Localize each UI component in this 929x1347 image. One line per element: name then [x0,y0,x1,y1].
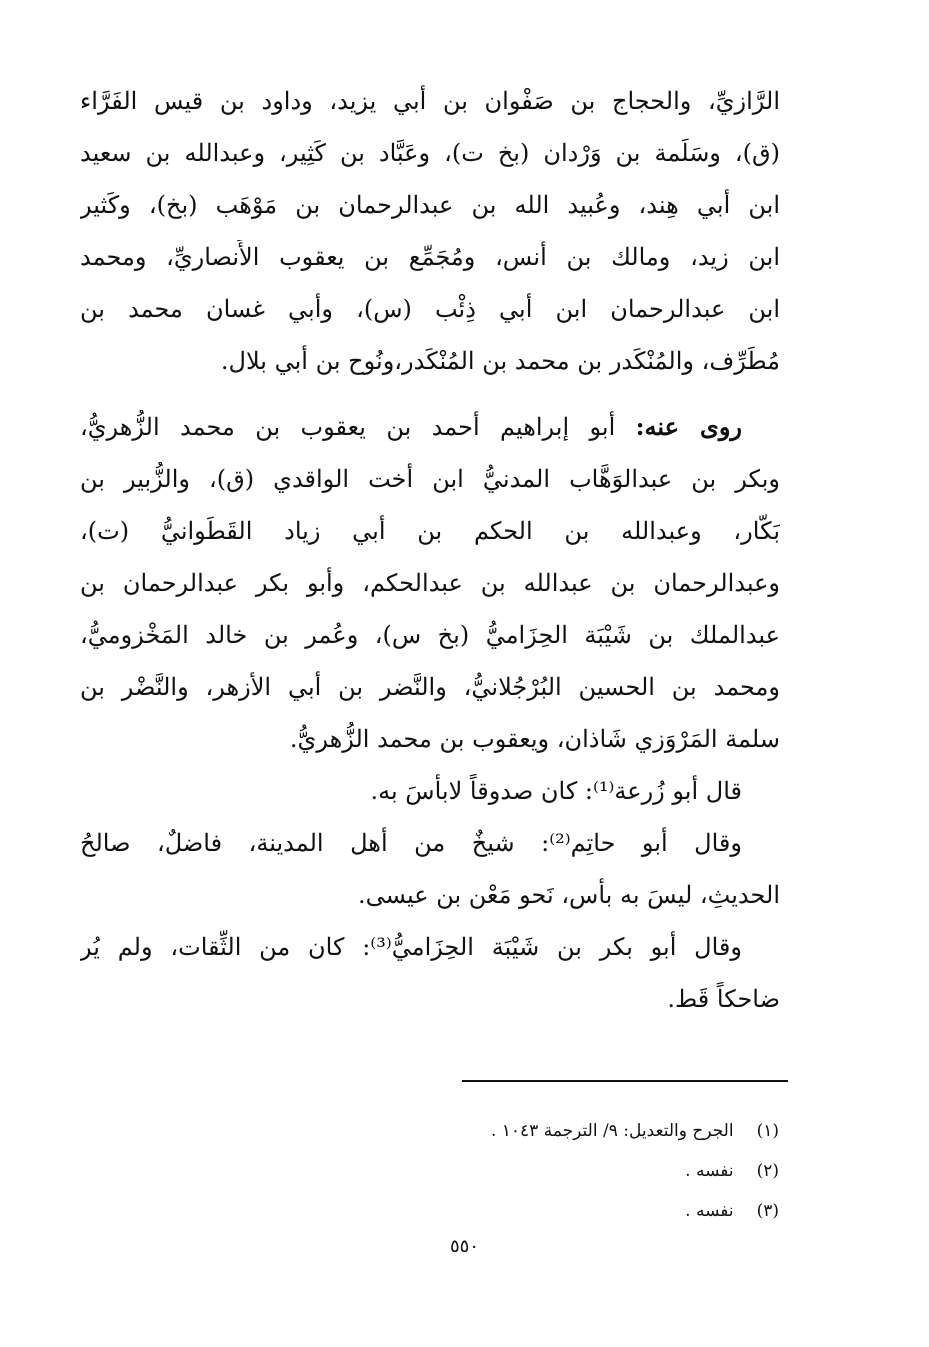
text-line: عبدالملك بن شَيْبَة الحِزَاميُّ (بخ س)، وعُمر بن خالد المَخْزوميُّ، [80,621,780,649]
footnote-number: (٣) [756,1201,779,1221]
text-line: بَكَّار، وعبدالله بن الحكم بن أبي زياد القَطَوانيُّ (ت)، [80,517,780,545]
text-line: مُطَرِّف، والمُنْكَدر بن محمد بن المُنْكَدر،ونُوح بن أبي بلال. [220,347,780,375]
paragraph-students [80,410,780,774]
page-number: ٥٥٠ [449,1236,479,1257]
section-lead: روى عنه: [635,412,742,441]
text-line [80,410,780,462]
text-line: الرَّازيِّ، والحجاج بن صَفْوان بن أبي يزيد، وداود بن قيس الفَرَّاء [80,87,780,115]
text-line: ضاحكاً قَط. [667,985,780,1013]
text-line-rest: أبو إبراهيم أحمد بن يعقوب بن محمد الزُّهريُّ، [80,413,636,441]
footnote-text: نفسه . [685,1201,734,1221]
footnote-text: الجرح والتعديل: ٩/ الترجمة ١٠٤٣ . [490,1121,734,1141]
footnote-number: (١) [756,1121,779,1141]
text-line: ابن عبدالرحمان ابن أبي ذِئْب (س)، وأبي غسان محمد بن [80,295,780,323]
footnote-item [219,1160,779,1200]
footnote-number: (٢) [756,1161,779,1181]
text-line: وبكر بن عبدالوَهَّاب المدنيُّ ابن أخت الواقدي (ق)، والزُّبير بن [80,465,780,493]
paragraph-abu-hatim [80,826,780,930]
paragraph-hizami [80,930,780,1034]
paragraph-abu-zura [80,774,780,826]
footnote-item [219,1120,779,1160]
footnote-item [219,1200,779,1240]
footnote-text: نفسه . [685,1161,734,1181]
main-text [80,84,780,1034]
footnotes [219,1120,779,1240]
paragraph-teachers [80,84,780,396]
text-line: ابن زيد، ومالك بن أَنس، ومُجَمِّع بن يعقوب الأَنصاريِّ، ومحمد [80,243,780,271]
text-line: (ق)، وسَلَمة بن وَرْدان (بخ ت)، وعَبَّاد بن كَثِير، وعبدالله بن سعيد [80,139,780,167]
footnote-divider [462,1080,788,1082]
text-line: ابن أبي هِند، وعُبيد الله بن عبدالرحمان بن مَوْهَب (بخ)، وكَثير [80,191,780,219]
text-line: وعبدالرحمان بن عبدالله بن عبدالحكم، وأبو بكر عبدالرحمان بن [80,569,780,597]
text-line: قال أبو زُرعة⁽¹⁾: كان صدوقاً لابأسَ به. [370,777,742,805]
text-line: وقال أبو بكر بن شَيْبَة الحِزَاميُّ⁽³⁾: كان من الثِّقات، ولم يُر [80,933,742,961]
text-line: ومحمد بن الحسين البُرْجُلانيُّ، والنَّضر بن أبي الأزهر، والنَّضْر بن [80,673,780,701]
text-line: الحديثِ، ليسَ به بأس، نَحو مَعْن بن عيسى. [357,881,780,909]
text-line: سلمة المَرْوَزي شَاذان، ويعقوب بن محمد الزُّهريُّ. [289,725,780,753]
text-line: وقال أبو حاتِم⁽²⁾: شيخٌ من أهل المدينة، فاضلٌ، صالحُ [80,829,742,857]
